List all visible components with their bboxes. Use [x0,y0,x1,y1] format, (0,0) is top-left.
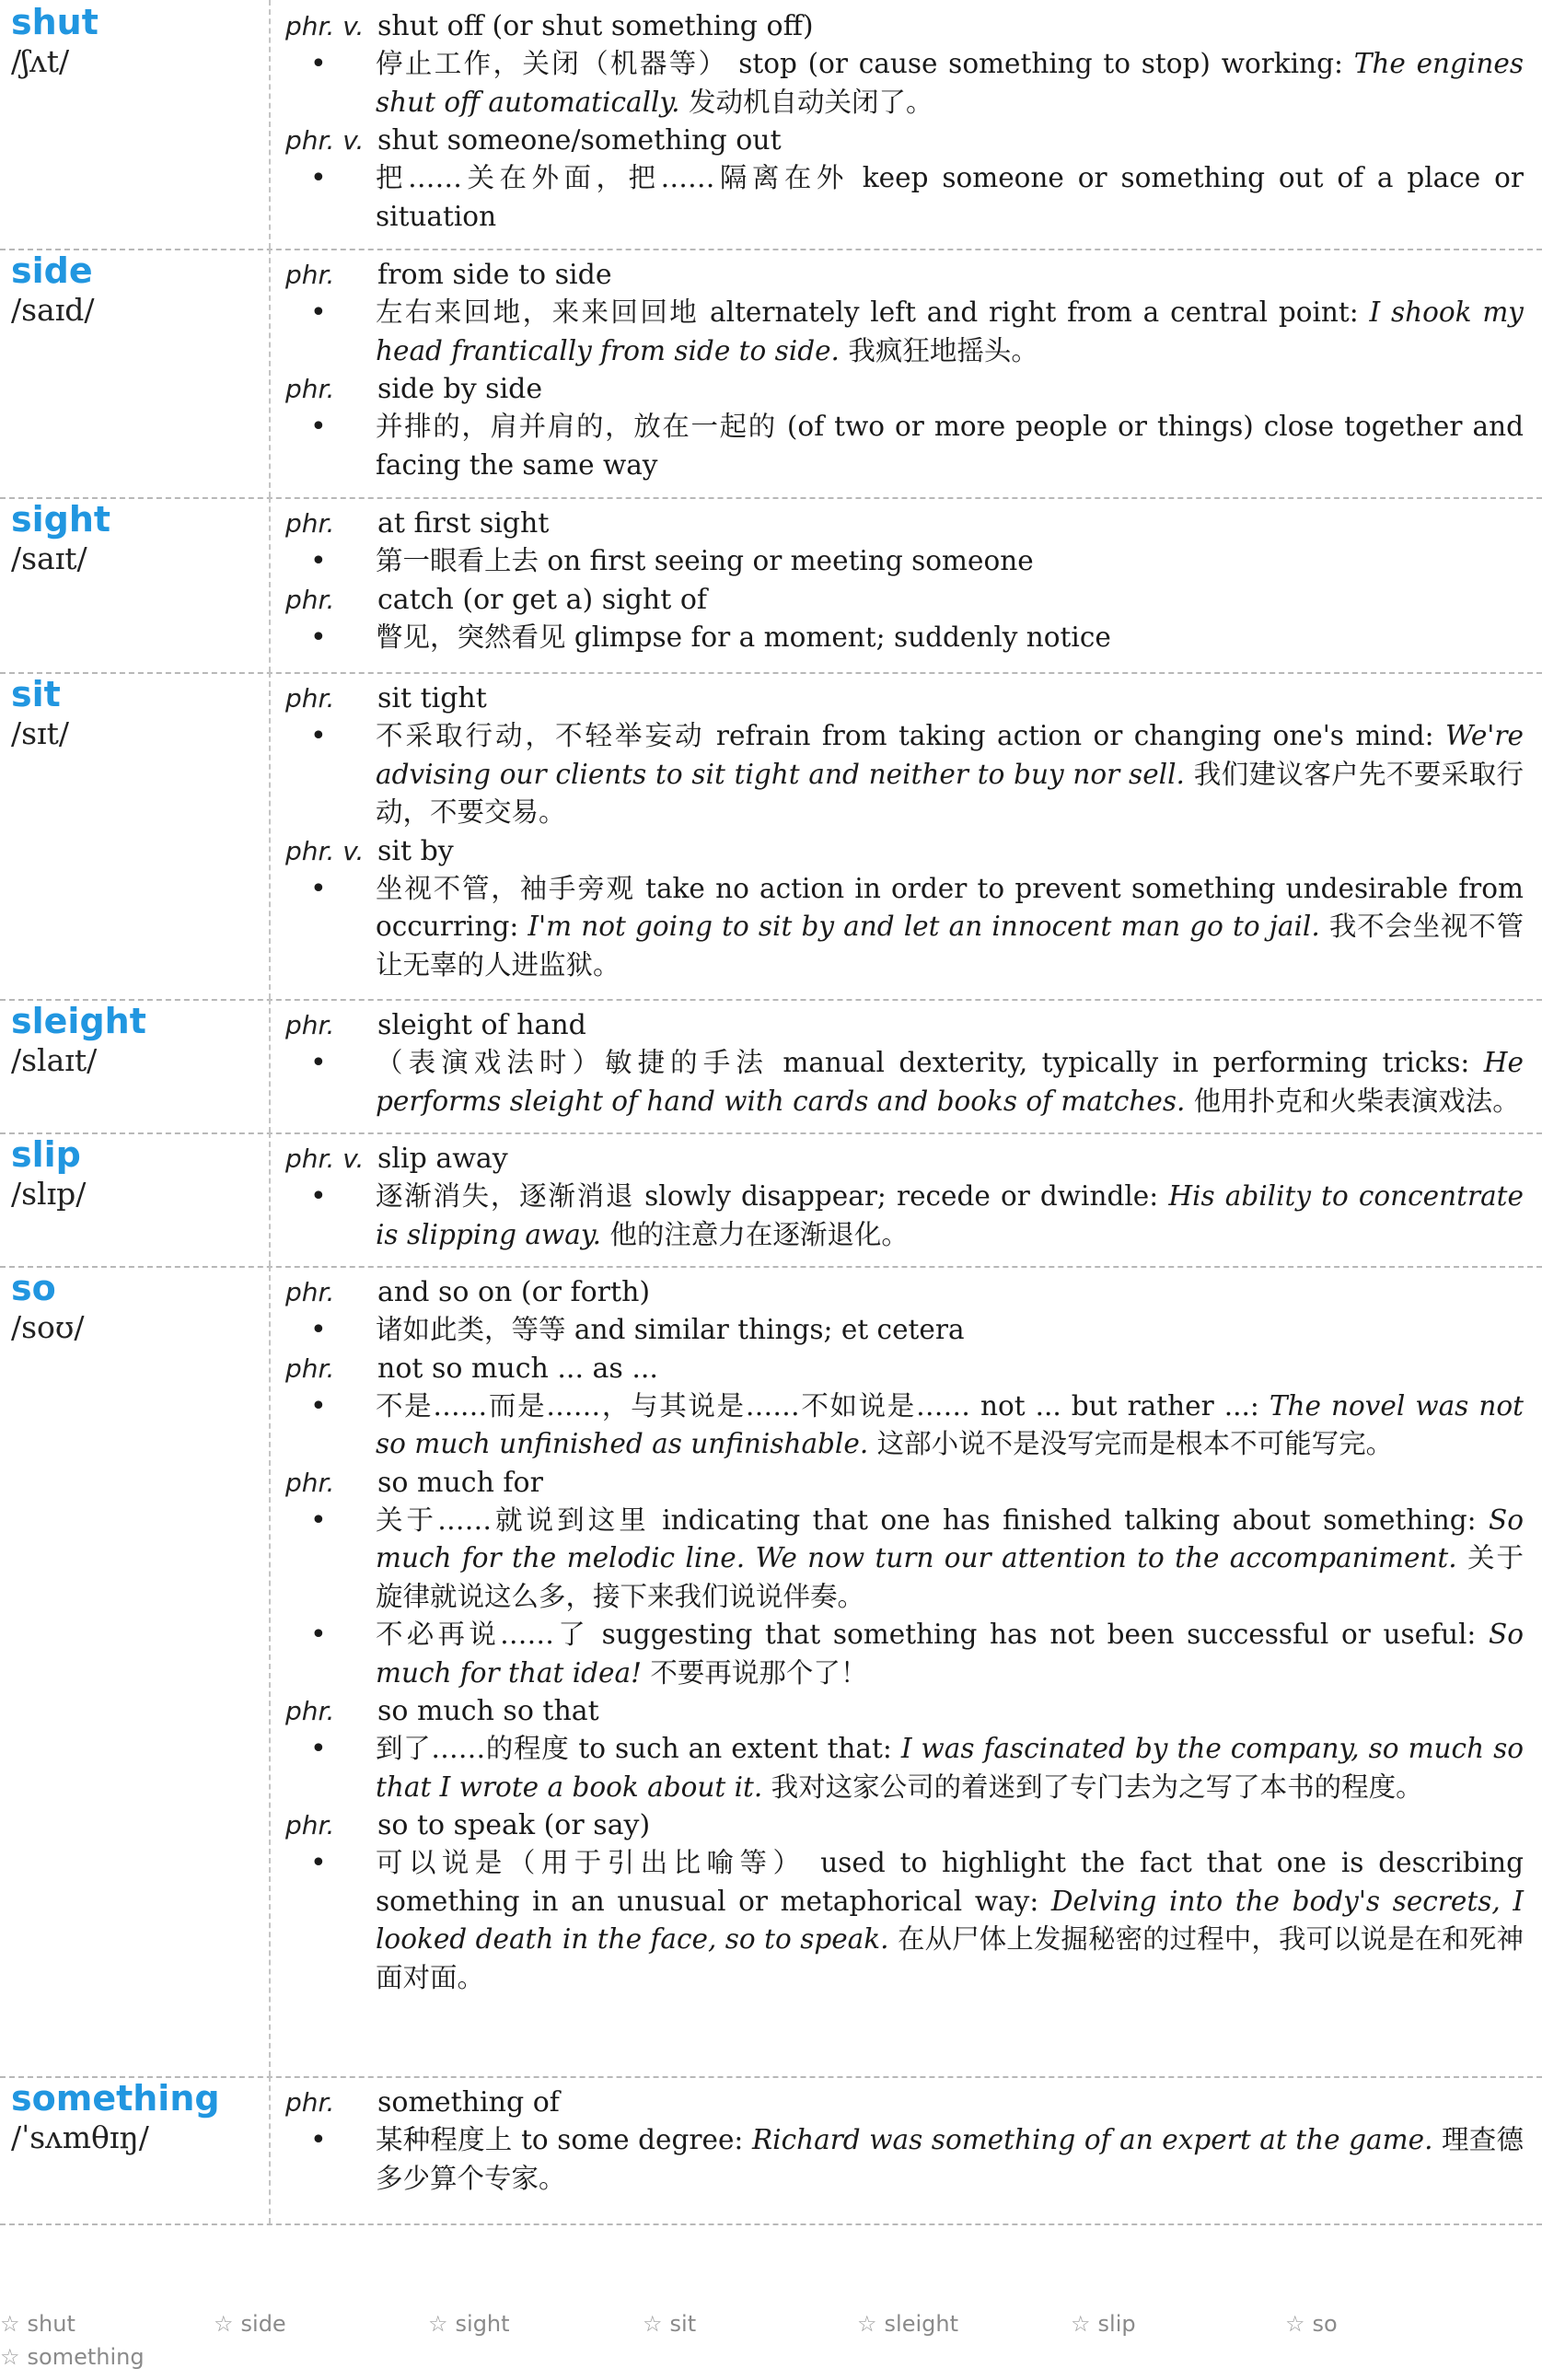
nav-link-side[interactable] [214,2311,286,2337]
definition-en: suggesting that something has not been successful or useful: [601,1619,1477,1650]
definition-text [376,2121,1524,2198]
definition-zh: 并排的，肩并肩的，放在一起的 [376,411,777,442]
definition-zh: 左右来回地，来来回回地 [376,296,700,328]
definition [269,1311,1524,1350]
phrase: catch (or get a) sight of [377,583,707,616]
headword: sight [11,499,111,540]
definition [269,408,1524,484]
part-of-speech: phr. [285,584,335,615]
bullet-icon: • [310,720,327,752]
phrase: side by side [377,373,543,405]
part-of-speech: phr. [285,374,335,404]
bullet-icon: • [310,1503,327,1537]
bullet-icon: • [310,411,327,443]
phrase: so much so that [377,1695,599,1727]
example-zh: 我们建议客户先不要采取行动，不要交易。 [376,758,1524,828]
senses [269,256,1524,484]
definition-zh: 某种程度上 [376,2124,513,2155]
definition [269,619,1524,657]
phrase: and so on (or forth) [377,1276,651,1308]
nav-link-slip[interactable] [1071,2311,1136,2337]
headword: sleight [11,1001,146,1041]
pronunciation: /sɪt/ [11,715,69,751]
entry-sit [0,672,1542,1001]
phrase: so much for [377,1466,543,1499]
example-zh: 这部小说不是没写完而是根本不可能写完。 [876,1428,1394,1459]
star-icon: ☆ [0,2311,20,2337]
bullet-icon: • [310,1180,327,1213]
nav-label: something [27,2344,145,2370]
definition-zh: 到了……的程度 [376,1733,570,1764]
example-en: I was fascinated by the company, so much so that I wrote a book about it. [376,1733,1524,1803]
definition-zh: 停止工作，关闭（机器等） [376,48,728,79]
entry-side [0,249,1542,499]
definition-text [376,159,1524,236]
definition [269,1502,1524,1617]
example-en: I shook my head frantically from side to side. [376,296,1524,366]
part-of-speech: phr. [285,2087,335,2118]
phrase-row [269,1273,1524,1311]
example-en: I'm not going to sit by and let an innocent man go to jail. [528,911,1320,942]
definition-text [376,717,1524,832]
example-en: We're advising our clients to sit tight and neither to buy nor sell. [376,720,1524,790]
part-of-speech: phr. [285,683,335,714]
part-of-speech: phr. [285,1696,335,1726]
definition-text [376,1616,1524,1692]
phrase-row [269,1140,1524,1178]
example-en: Richard was something of an expert at the game. [751,2124,1433,2155]
definition-en: and similar things; et cetera [574,1314,965,1345]
definition-text [376,1730,1524,1806]
phrase-row [269,679,1524,717]
part-of-speech: phr. [285,1810,335,1840]
definition-zh: 不必再说……了 [376,1619,590,1650]
definition [269,294,1524,370]
definition-zh: 可以说是（用于引出比喻等） [376,1847,806,1878]
nav-link-shut[interactable] [0,2311,75,2337]
pronunciation: /saɪd/ [11,292,95,328]
definition-en: (of two or more people or things) close together and facing the same way [376,411,1524,481]
phrase: something of [377,2086,560,2119]
definition-zh: （表演戏法时）敏捷的手法 [376,1047,769,1078]
example-zh: 在从尸体上发掘秘密的过程中，我可以说是在和死神面对面。 [376,1923,1524,1993]
definition-en: glimpse for a moment; suddenly notice [574,621,1111,653]
phrase-row [269,581,1524,619]
definition [269,1844,1524,1997]
phrase: sleight of hand [377,1009,586,1041]
star-icon: ☆ [857,2311,877,2337]
bullet-icon: • [310,872,327,905]
senses [269,7,1524,236]
example-en: He performs sleight of hand with cards and books of matches. [376,1047,1524,1117]
phrase-row [269,1464,1524,1502]
definition-text [376,294,1524,370]
definition-en: stop (or cause something to stop) working: [738,48,1343,79]
bullet-icon: • [310,1389,327,1422]
headword: so [11,1268,56,1308]
nav-label: shut [27,2311,75,2337]
headword: sit [11,674,61,714]
phrase-row [269,7,1524,45]
phrase: shut someone/something out [377,124,782,157]
bullet-icon: • [310,296,327,329]
definition-zh: 坐视不管，袖手旁观 [376,872,635,904]
headword: shut [11,2,99,42]
phrase-row [269,1350,1524,1387]
bullet-icon: • [310,48,327,80]
phrase-row [269,1806,1524,1844]
nav-label: so [1312,2311,1338,2337]
example-en: His ability to concentrate is slipping away. [376,1180,1524,1250]
phrase-row [269,2084,1524,2121]
star-icon: ☆ [1285,2311,1305,2337]
definition [269,1616,1524,1692]
senses [269,505,1524,656]
example-zh: 我不会坐视不管让无辜的人进监狱。 [376,911,1524,981]
definition-text [376,870,1524,985]
example-zh: 理查德多少算个专家。 [376,2124,1524,2194]
nav-label: sit [669,2311,697,2337]
definition [269,1387,1524,1464]
definition-zh: 第一眼看上去 [376,545,539,576]
example-en: Delving into the body's secrets, I looked death in the face, so to speak. [376,1885,1524,1955]
definition-en: indicating that one has finished talking about something: [662,1503,1477,1536]
senses [269,2084,1524,2198]
definition-en: alternately left and right from a central point: [710,296,1359,328]
phrase: sit by [377,834,454,867]
definition-en: used to highlight the fact that one is describing something in an unusual or metaphorical way: [376,1847,1524,1917]
star-icon: ☆ [214,2311,234,2337]
part-of-speech: phr. v. [285,835,365,866]
definition-zh: 把……关在外面，把……隔离在外 [376,162,849,193]
phrase: shut off (or shut something off) [377,10,814,42]
example-zh: 发动机自动关闭了。 [688,86,933,118]
definition [269,870,1524,985]
example-zh: 我对这家公司的着迷到了专门去为之写了本书的程度。 [771,1770,1423,1803]
phrase: sit tight [377,682,487,714]
definition-en: manual dexterity, typically in performing tricks: [783,1047,1470,1078]
definition-en: on first seeing or meeting someone [547,545,1034,576]
definition-zh: 逐渐消失，逐渐消退 [376,1180,635,1212]
definition-text [376,1502,1524,1617]
definition [269,1730,1524,1806]
definition-en: slowly disappear; recede or dwindle: [644,1180,1159,1212]
example-en: So much for that idea! [376,1619,1524,1689]
phrase: not so much ... as ... [377,1352,658,1385]
definition [269,1044,1524,1120]
nav-link-sit[interactable] [643,2311,696,2337]
definition [269,45,1524,122]
definition-text [376,1844,1524,1997]
example-zh: 不要再说那个了！ [650,1656,868,1689]
bullet-icon: • [310,1619,327,1651]
example-en: The novel was not so much unfinished as unfinishable. [376,1389,1524,1459]
bullet-icon: • [310,1047,327,1079]
star-icon: ☆ [643,2311,663,2337]
part-of-speech: phr. v. [285,1144,365,1174]
senses [269,679,1524,984]
phrase-row [269,1006,1524,1044]
part-of-speech: phr. [285,260,335,290]
bullet-icon: • [310,2124,327,2156]
headword: something [11,2078,220,2119]
definition [269,1178,1524,1254]
headword: slip [11,1134,81,1175]
part-of-speech: phr. v. [285,125,365,156]
example-zh: 关于旋律就说这么多，接下来我们说说伴奏。 [376,1542,1524,1612]
definition-zh: 关于……就说到这里 [376,1503,650,1536]
example-zh: 我疯狂地摇头。 [848,334,1038,366]
phrase-row [269,122,1524,159]
definition-text [376,1387,1524,1464]
pronunciation: /saɪt/ [11,540,87,576]
pronunciation: /soʊ/ [11,1309,85,1345]
definition-text [376,1311,1524,1350]
headword: side [11,250,93,291]
star-icon: ☆ [1071,2311,1091,2337]
entry-slip [0,1132,1542,1268]
nav-link-sleight[interactable] [857,2311,958,2337]
definition-en: take no action in order to prevent something undesirable from occurring: [376,872,1524,942]
bullet-icon: • [310,621,327,654]
definition-en: to some degree: [521,2124,744,2155]
definition-text [376,542,1524,581]
example-en: So much for the melodic line. We now turn our attention to the accompaniment. [376,1503,1524,1573]
definition [269,542,1524,581]
example-zh: 他用扑克和火柴表演戏法。 [1193,1085,1520,1117]
example-en: The engines shut off automatically. [376,48,1524,118]
definition-zh: 不采取行动，不轻举妄动 [376,720,705,751]
senses [269,1273,1524,1997]
senses [269,1006,1524,1120]
part-of-speech: phr. [285,508,335,539]
pronunciation: /slɪp/ [11,1176,87,1212]
definition-zh: 瞥见，突然看见 [376,621,566,653]
phrase: at first sight [377,507,550,540]
entry-something [0,2076,1542,2225]
part-of-speech: phr. [285,1353,335,1384]
definition-en: refrain from taking action or changing one's mind: [715,720,1434,751]
nav-label: side [240,2311,286,2337]
definition-text [376,619,1524,657]
nav-link-sight[interactable] [428,2311,510,2337]
entry-sight [0,497,1542,674]
entry-sleight [0,999,1542,1134]
pronunciation: /slaɪt/ [11,1042,98,1078]
bullet-icon: • [310,1847,327,1879]
definition-text [376,1178,1524,1254]
definition [269,159,1524,236]
definition [269,2121,1524,2198]
phrase-row [269,505,1524,542]
part-of-speech: phr. v. [285,11,365,41]
definition-en: keep someone or something out of a place or situation [376,162,1524,232]
definition-en: to such an extent that: [578,1733,892,1764]
nav-label: slip [1097,2311,1136,2337]
phrase-row [269,832,1524,870]
phrase: from side to side [377,259,612,291]
star-icon: ☆ [0,2344,20,2370]
nav-link-something[interactable] [0,2344,145,2370]
footer-nav [0,2311,1542,2380]
phrase: so to speak (or say) [377,1809,651,1841]
definition-text [376,45,1524,122]
entry-so [0,1266,1542,2078]
nav-label: sight [455,2311,510,2337]
phrase-row [269,1692,1524,1730]
bullet-icon: • [310,545,327,577]
phrase: slip away [377,1143,508,1175]
phrase-row [269,256,1524,294]
part-of-speech: phr. [285,1467,335,1498]
nav-label: sleight [884,2311,958,2337]
definition-text [376,1044,1524,1120]
definition-zh: 不是……而是……，与其说是……不如说是…… [376,1389,970,1422]
definition [269,717,1524,832]
senses [269,1140,1524,1254]
nav-link-so[interactable] [1285,2311,1338,2337]
part-of-speech: phr. [285,1010,335,1040]
definition-en: not ... but rather ...: [980,1389,1259,1422]
bullet-icon: • [310,162,327,194]
bullet-icon: • [310,1733,327,1765]
bullet-icon: • [310,1314,327,1346]
star-icon: ☆ [428,2311,448,2337]
definition-text [376,408,1524,484]
entry-shut [0,0,1542,250]
definition-zh: 诸如此类，等等 [376,1314,566,1345]
part-of-speech: phr. [285,1277,335,1307]
phrase-row [269,370,1524,408]
pronunciation: /ʃʌt/ [11,43,70,79]
pronunciation: /ˈsʌmθɪŋ/ [11,2119,149,2155]
example-zh: 他的注意力在逐渐退化。 [609,1218,909,1250]
